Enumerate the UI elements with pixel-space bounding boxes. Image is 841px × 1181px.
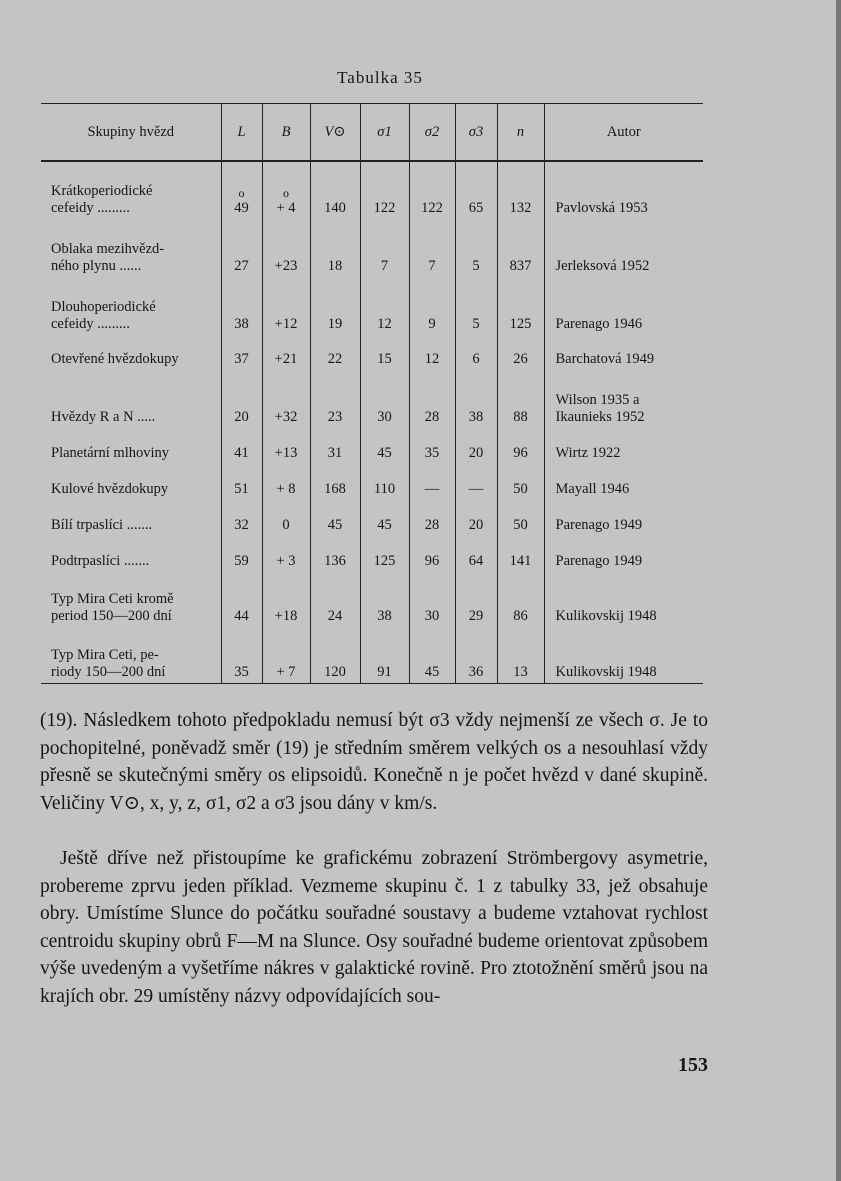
group-name-line: Hvězdy R a N ..... <box>51 409 156 425</box>
group-name-cell <box>41 536 221 572</box>
group-name-line: Kulové hvězdokupy <box>51 481 169 497</box>
group-name-cell <box>41 335 221 370</box>
cell-value: 120 <box>324 663 346 680</box>
cell-value: — <box>468 481 484 497</box>
cell-s3 <box>455 464 497 500</box>
cell-V <box>310 627 360 683</box>
cell-n <box>497 428 544 464</box>
cell-B <box>262 161 310 219</box>
group-name-cell <box>41 627 221 683</box>
header-V: V⊙ <box>310 104 360 162</box>
cell-value: 5 <box>472 316 480 332</box>
group-name-cell <box>41 277 221 335</box>
cell-s1 <box>360 335 409 370</box>
author-cell <box>544 335 703 370</box>
cell-value: 12 <box>377 316 392 332</box>
cell-L <box>221 627 262 683</box>
group-name-cell <box>41 370 221 428</box>
header-sigma2: σ2 <box>409 104 455 162</box>
cell-n <box>497 335 544 370</box>
cell-V <box>310 219 360 277</box>
group-name-line: Planetární mlhoviny <box>51 445 169 461</box>
table-row <box>41 161 703 219</box>
cell-value: 59 <box>234 553 249 569</box>
cell-value: 22 <box>327 351 343 367</box>
author-line: Kulikovskij 1948 <box>555 663 657 680</box>
cell-value: 38 <box>377 608 392 624</box>
cell-value: 122 <box>373 200 396 216</box>
group-name-line: period 150—200 dní <box>51 608 172 624</box>
cell-value: 125 <box>509 316 532 332</box>
cell-value: + 4 <box>276 200 296 216</box>
group-name-line: Podtrpaslíci ....... <box>51 553 150 569</box>
cell-V <box>310 370 360 428</box>
cell-s2 <box>409 500 455 536</box>
cell-s1 <box>360 500 409 536</box>
table-row <box>41 335 703 370</box>
cell-value: 13 <box>513 663 528 680</box>
cell-value: 45 <box>327 517 343 533</box>
author-line: Pavlovská 1953 <box>555 200 648 216</box>
cell-B <box>262 335 310 370</box>
cell-value: 136 <box>324 553 346 569</box>
cell-B <box>262 277 310 335</box>
cell-V <box>310 335 360 370</box>
cell-value: 31 <box>327 445 343 461</box>
group-name-cell <box>41 161 221 219</box>
cell-value: 35 <box>424 445 440 461</box>
cell-value: 7 <box>380 258 389 274</box>
cell-value: 96 <box>424 553 440 569</box>
cell-n <box>497 277 544 335</box>
group-name-line: Otevřené hvězdokupy <box>51 351 179 367</box>
group-name-line: Typ Mira Ceti kromě <box>51 591 174 607</box>
cell-value: 19 <box>327 316 343 332</box>
cell-value: + 7 <box>276 663 296 680</box>
group-name-line: Krátkoperiodické <box>51 183 153 199</box>
cell-value: 23 <box>327 409 343 425</box>
cell-s3 <box>455 536 497 572</box>
cell-s1 <box>360 370 409 428</box>
group-name-line: ného plynu ...... <box>51 258 142 274</box>
cell-n <box>497 370 544 428</box>
cell-B <box>262 536 310 572</box>
cell-value: + 3 <box>276 553 296 569</box>
cell-s3 <box>455 627 497 683</box>
cell-s2 <box>409 627 455 683</box>
header-author: Autor <box>544 104 703 162</box>
page-edge <box>836 0 841 1181</box>
cell-value: 41 <box>234 445 249 461</box>
cell-s1 <box>360 219 409 277</box>
cell-V <box>310 536 360 572</box>
author-line: Kulikovskij 1948 <box>555 608 657 624</box>
cell-value: 51 <box>234 481 249 497</box>
paragraph-2: Ještě dříve než přistoupíme ke grafickému zobrazení Strömbergovy asymetrie, probereme zprvu jeden příklad. Vezmeme skupinu č. 1 z tabulky 33, jež obsahuje obry. Umístíme Slunce do počátku souřadné soustavy a budeme vztahovat rychlost centroidu skupiny obrů F—M na Slunce. Osy souřadné budeme orientovat způsobem výše uvedeným a vyšetříme nákres v galaktické rovině. Pro ztotožnění směrů jsou na krajích obr. 29 umístěny názvy odpovídajících sou- <box>40 848 708 1007</box>
cell-L <box>221 277 262 335</box>
cell-L <box>221 219 262 277</box>
author-line: Wirtz 1922 <box>555 445 621 461</box>
cell-s1 <box>360 161 409 219</box>
cell-value: 96 <box>513 445 528 461</box>
cell-value: 110 <box>373 481 396 497</box>
cell-B <box>262 572 310 627</box>
cell-value: 32 <box>234 517 249 533</box>
cell-value: 837 <box>509 258 532 274</box>
header-n: n <box>497 104 544 162</box>
cell-s2 <box>409 277 455 335</box>
group-name-line: Bílí trpaslíci ....... <box>51 517 153 533</box>
group-name-line: Oblaka mezihvězd- <box>51 241 165 257</box>
author-cell <box>544 536 703 572</box>
cell-value: 12 <box>424 351 440 367</box>
cell-value: 28 <box>424 409 440 425</box>
table-row <box>41 464 703 500</box>
header-sigma1: σ1 <box>360 104 409 162</box>
cell-value: — <box>424 481 440 497</box>
cell-value: 88 <box>513 409 528 425</box>
author-cell <box>544 161 703 219</box>
cell-value: 125 <box>373 553 396 569</box>
cell-n <box>497 219 544 277</box>
cell-value: 168 <box>324 481 346 497</box>
table-row <box>41 627 703 683</box>
cell-V <box>310 572 360 627</box>
header-groups: Skupiny hvězd <box>41 104 221 162</box>
table-row <box>41 572 703 627</box>
cell-value: 35 <box>234 663 249 680</box>
cell-value: 49 <box>234 200 249 216</box>
cell-value: 50 <box>513 481 528 497</box>
header-B: B <box>262 104 310 162</box>
author-line: Parenago 1946 <box>555 316 643 332</box>
cell-s2 <box>409 572 455 627</box>
cell-V <box>310 464 360 500</box>
author-cell <box>544 464 703 500</box>
author-cell <box>544 370 703 428</box>
cell-s2 <box>409 161 455 219</box>
table-title: Tabulka 35 <box>337 68 423 87</box>
cell-n <box>497 161 544 219</box>
table-row <box>41 500 703 536</box>
cell-value: 29 <box>468 608 484 624</box>
cell-value: 36 <box>468 663 484 680</box>
cell-s3 <box>455 161 497 219</box>
cell-value: 44 <box>234 608 249 624</box>
cell-B <box>262 464 310 500</box>
cell-s1 <box>360 627 409 683</box>
stellar-groups-table <box>41 103 703 684</box>
cell-V <box>310 428 360 464</box>
cell-s2 <box>409 335 455 370</box>
cell-B <box>262 627 310 683</box>
cell-value: 64 <box>468 553 484 569</box>
cell-value: 6 <box>472 351 480 367</box>
group-name-line: Typ Mira Ceti, pe- <box>51 646 159 663</box>
cell-value: +13 <box>274 445 298 461</box>
degree-mark: o <box>238 186 245 200</box>
cell-value: 30 <box>424 608 440 624</box>
cell-s2 <box>409 370 455 428</box>
cell-value: +21 <box>274 351 298 367</box>
cell-s3 <box>455 370 497 428</box>
author-cell <box>544 572 703 627</box>
cell-s1 <box>360 572 409 627</box>
cell-value: 5 <box>472 258 480 274</box>
cell-value: 91 <box>377 663 392 680</box>
cell-n <box>497 536 544 572</box>
table-row <box>41 370 703 428</box>
cell-value: 122 <box>421 200 443 216</box>
author-line: Ikaunieks 1952 <box>555 409 645 425</box>
cell-s2 <box>409 464 455 500</box>
cell-s1 <box>360 428 409 464</box>
cell-value: 15 <box>377 351 392 367</box>
group-name-line: cefeidy ......... <box>51 316 130 332</box>
cell-value: 9 <box>428 316 436 332</box>
cell-value: 37 <box>234 351 249 367</box>
author-cell <box>544 219 703 277</box>
cell-L <box>221 536 262 572</box>
cell-value: +32 <box>274 409 298 425</box>
group-name-cell <box>41 428 221 464</box>
cell-value: 24 <box>327 608 343 624</box>
cell-value: 45 <box>424 663 440 680</box>
author-line: Jerleksová 1952 <box>555 258 650 274</box>
cell-s1 <box>360 277 409 335</box>
cell-value: 28 <box>424 517 440 533</box>
cell-value: +12 <box>274 316 298 332</box>
cell-L <box>221 370 262 428</box>
cell-n <box>497 627 544 683</box>
author-line: Barchatová 1949 <box>555 351 655 367</box>
cell-s2 <box>409 536 455 572</box>
cell-B <box>262 500 310 536</box>
header-sigma3: σ3 <box>455 104 497 162</box>
paragraph-1: (19). Následkem tohoto předpokladu nemusí být σ3 vždy nejmenší ze všech σ. Je to pochopitelné, poněvadž směr (19) je středním směrem velkých os a nesouhlasí vždy přesně se skutečnými směry os elipsoidů. Konečně n je počet hvězd v dané skupině. Veličiny V⊙, x, y, z, σ1, σ2 a σ3 jsou dány v km/s. <box>40 710 708 814</box>
author-cell <box>544 428 703 464</box>
cell-value: 65 <box>468 200 484 216</box>
cell-value: 26 <box>513 351 528 367</box>
group-name-cell <box>41 464 221 500</box>
group-name-line: Dlouhoperiodické <box>51 299 156 315</box>
cell-s3 <box>455 335 497 370</box>
cell-value: 18 <box>327 258 343 274</box>
cell-s3 <box>455 572 497 627</box>
author-line: Wilson 1935 a <box>555 392 640 408</box>
cell-value: 132 <box>509 200 532 216</box>
cell-value: 20 <box>234 409 249 425</box>
cell-value: +23 <box>274 258 298 274</box>
group-name-cell <box>41 572 221 627</box>
cell-s3 <box>455 500 497 536</box>
cell-n <box>497 500 544 536</box>
author-cell <box>544 627 703 683</box>
cell-value: 45 <box>377 445 392 461</box>
cell-B <box>262 428 310 464</box>
cell-L <box>221 428 262 464</box>
cell-value: +18 <box>274 608 298 624</box>
group-name-cell <box>41 219 221 277</box>
cell-value: 38 <box>468 409 484 425</box>
table-row <box>41 219 703 277</box>
cell-value: 140 <box>324 200 346 216</box>
group-name-cell <box>41 500 221 536</box>
author-cell <box>544 277 703 335</box>
table-row <box>41 536 703 572</box>
author-line: Mayall 1946 <box>555 481 630 497</box>
page-number: 153 <box>678 1054 708 1076</box>
cell-L <box>221 335 262 370</box>
cell-s3 <box>455 219 497 277</box>
cell-value: 141 <box>509 553 532 569</box>
table-header-row <box>41 104 703 162</box>
cell-V <box>310 277 360 335</box>
cell-L <box>221 161 262 219</box>
cell-V <box>310 161 360 219</box>
cell-s2 <box>409 428 455 464</box>
author-cell <box>544 500 703 536</box>
cell-B <box>262 370 310 428</box>
header-L: L <box>221 104 262 162</box>
cell-value: 20 <box>468 445 484 461</box>
cell-s2 <box>409 219 455 277</box>
cell-L <box>221 572 262 627</box>
cell-value: 50 <box>513 517 528 533</box>
cell-B <box>262 219 310 277</box>
author-line: Parenago 1949 <box>555 517 643 533</box>
group-name-line: cefeidy ......... <box>51 200 130 216</box>
cell-value: 0 <box>282 517 290 533</box>
cell-value: 45 <box>377 517 392 533</box>
cell-L <box>221 500 262 536</box>
cell-n <box>497 464 544 500</box>
cell-s3 <box>455 277 497 335</box>
table-row <box>41 428 703 464</box>
cell-s1 <box>360 464 409 500</box>
cell-value: + 8 <box>276 481 296 497</box>
degree-mark: o <box>283 186 289 200</box>
cell-s1 <box>360 536 409 572</box>
cell-value: 20 <box>468 517 484 533</box>
cell-L <box>221 464 262 500</box>
table-row <box>41 277 703 335</box>
cell-value: 7 <box>428 258 436 274</box>
cell-value: 30 <box>377 409 392 425</box>
cell-s3 <box>455 428 497 464</box>
cell-V <box>310 500 360 536</box>
cell-n <box>497 572 544 627</box>
cell-value: 27 <box>234 258 249 274</box>
cell-value: 38 <box>234 316 249 332</box>
cell-value: 86 <box>513 608 528 624</box>
group-name-line: riody 150—200 dní <box>51 663 166 680</box>
author-line: Parenago 1949 <box>555 553 643 569</box>
